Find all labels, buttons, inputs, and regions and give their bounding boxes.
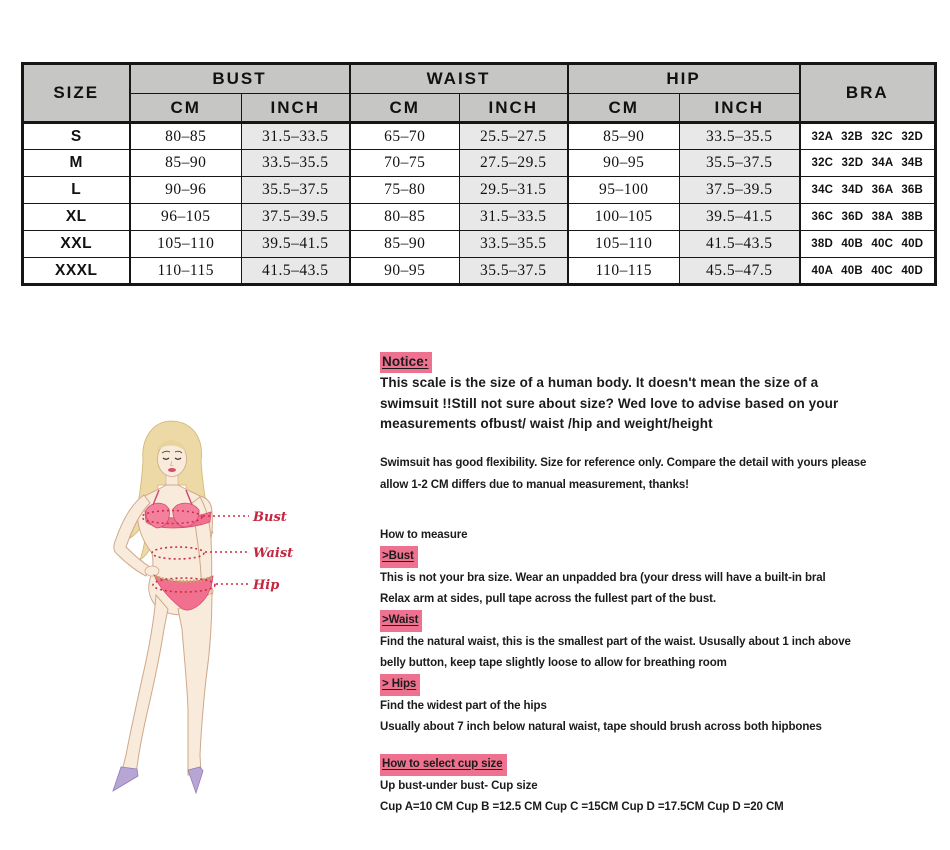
bra-cell: 38D 40B 40C 40D [800, 231, 936, 258]
waist-inch-cell: 25.5–27.5 [460, 123, 568, 150]
header-hip: HIP [568, 64, 800, 94]
hip-cm-cell: 105–110 [568, 231, 680, 258]
hips-section-heading [380, 674, 936, 696]
table-row-xxl [23, 231, 936, 258]
waist-cm-cell: 65–70 [350, 123, 460, 150]
header-hip-inch: INCH [680, 94, 800, 123]
size-cell: XXL [23, 231, 130, 258]
hip-inch-cell: 35.5–37.5 [680, 150, 800, 177]
waist-inch-cell: 31.5–33.5 [460, 204, 568, 231]
header-size: SIZE [23, 64, 130, 123]
hip-cm-cell: 85–90 [568, 123, 680, 150]
waist-inch-cell: 33.5–35.5 [460, 231, 568, 258]
header-bra: BRA [800, 64, 936, 123]
bust-section-heading [380, 546, 936, 568]
waist-instruction-line: Find the natural waist, this is the smallest part of the waist. Ususally about 1 inch above [380, 635, 851, 648]
table-row-xxxl [23, 258, 936, 285]
notice-line: This scale is the size of a human body. It doesn't mean the size of a [380, 375, 819, 390]
bra-cell: 34C 34D 36A 36B [800, 177, 936, 204]
waist-cm-cell: 75–80 [350, 177, 460, 204]
left-leg [122, 595, 168, 775]
header-waist-cm: CM [350, 94, 460, 123]
bra-cell: 40A 40B 40C 40D [800, 258, 936, 285]
bust-inch-cell: 35.5–37.5 [242, 177, 350, 204]
size-chart-table-wrap [21, 62, 937, 286]
right-shoe [188, 767, 203, 793]
left-shoe [113, 767, 138, 791]
bust-cm-cell: 90–96 [130, 177, 242, 204]
waist-cm-cell: 90–95 [350, 258, 460, 285]
cup-size-heading [380, 754, 936, 776]
waist-cm-cell: 70–75 [350, 150, 460, 177]
bust-cm-cell: 85–90 [130, 150, 242, 177]
bust-inch-cell: 39.5–41.5 [242, 231, 350, 258]
bust-cm-cell: 96–105 [130, 204, 242, 231]
table-row-l [23, 177, 936, 204]
size-cell: M [23, 150, 130, 177]
hip-inch-cell: 45.5–47.5 [680, 258, 800, 285]
hip-inch-cell: 33.5–35.5 [680, 123, 800, 150]
waist-inch-cell: 35.5–37.5 [460, 258, 568, 285]
size-cell: S [23, 123, 130, 150]
hip-inch-cell: 39.5–41.5 [680, 204, 800, 231]
hips-heading-text: > Hips [380, 674, 420, 696]
cup-size-line: Up bust-under bust- Cup size [380, 779, 538, 792]
header-bust: BUST [130, 64, 350, 94]
hip-label: Hip [253, 578, 280, 593]
waist-instruction-line: belly button, keep tape slightly loose to allow for breathing room [380, 656, 727, 669]
bust-inch-cell: 37.5–39.5 [242, 204, 350, 231]
hips-instruction-line: Find the widest part of the hips [380, 699, 547, 712]
measurement-figure [60, 395, 380, 825]
bust-heading-text: >Bust [380, 546, 418, 568]
notice-heading-text: Notice: [380, 352, 432, 373]
hip-cm-cell: 90–95 [568, 150, 680, 177]
how-to-measure-heading: How to measure [380, 528, 468, 541]
bra-cell: 32C 32D 34A 34B [800, 150, 936, 177]
left-hand [145, 566, 159, 576]
right-leg [178, 593, 212, 775]
waist-inch-cell: 27.5–29.5 [460, 150, 568, 177]
notes-block [380, 352, 936, 818]
bra-cell: 32A 32B 32C 32D [800, 123, 936, 150]
bust-instruction-line: Relax arm at sides, pull tape across the fullest part of the bust. [380, 592, 716, 605]
waist-inch-cell: 29.5–31.5 [460, 177, 568, 204]
bust-label: Bust [253, 510, 287, 525]
hip-cm-cell: 110–115 [568, 258, 680, 285]
notice-heading [380, 352, 936, 373]
bust-cm-cell: 80–85 [130, 123, 242, 150]
notice-line: measurements ofbust/ waist /hip and weight/height [380, 416, 713, 431]
bust-instruction-line: This is not your bra size. Wear an unpadded bra (your dress will have a built-in bral [380, 571, 826, 584]
cup-size-line: Cup A=10 CM Cup B =12.5 CM Cup C =15CM Cup D =17.5CM Cup D =20 CM [380, 800, 784, 813]
figure-illustration [60, 395, 380, 825]
cup-heading-text: How to select cup size [380, 754, 507, 776]
bust-cm-cell: 110–115 [130, 258, 242, 285]
header-hip-cm: CM [568, 94, 680, 123]
bust-cm-cell: 105–110 [130, 231, 242, 258]
waist-cm-cell: 85–90 [350, 231, 460, 258]
bra-cell: 36C 36D 38A 38B [800, 204, 936, 231]
size-cell: XXXL [23, 258, 130, 285]
size-chart-table [21, 62, 937, 286]
flexibility-line: allow 1-2 CM differs due to manual measurement, thanks! [380, 479, 689, 491]
bust-inch-cell: 31.5–33.5 [242, 123, 350, 150]
bust-inch-cell: 33.5–35.5 [242, 150, 350, 177]
header-bust-inch: INCH [242, 94, 350, 123]
hip-inch-cell: 37.5–39.5 [680, 177, 800, 204]
header-waist: WAIST [350, 64, 568, 94]
notice-line: swimsuit !!Still not sure about size? Wed love to advise based on your [380, 395, 839, 411]
waist-cm-cell: 80–85 [350, 204, 460, 231]
hips-instruction-line: Usually about 7 inch below natural waist, tape should brush across both hipbones [380, 720, 822, 733]
header-waist-inch: INCH [460, 94, 568, 123]
lips [168, 468, 176, 472]
hip-cm-cell: 100–105 [568, 204, 680, 231]
hip-inch-cell: 41.5–43.5 [680, 231, 800, 258]
hip-cm-cell: 95–100 [568, 177, 680, 204]
table-row-m [23, 150, 936, 177]
table-row-s [23, 123, 936, 150]
size-cell: L [23, 177, 130, 204]
waist-section-heading [380, 610, 936, 632]
bust-inch-cell: 41.5–43.5 [242, 258, 350, 285]
flexibility-line: Swimsuit has good flexibility. Size for reference only. Compare the detail with yours please [380, 456, 867, 469]
waist-label: Waist [253, 546, 294, 561]
size-cell: XL [23, 204, 130, 231]
table-row-xl [23, 204, 936, 231]
waist-heading-text: >Waist [380, 610, 422, 632]
header-bust-cm: CM [130, 94, 242, 123]
